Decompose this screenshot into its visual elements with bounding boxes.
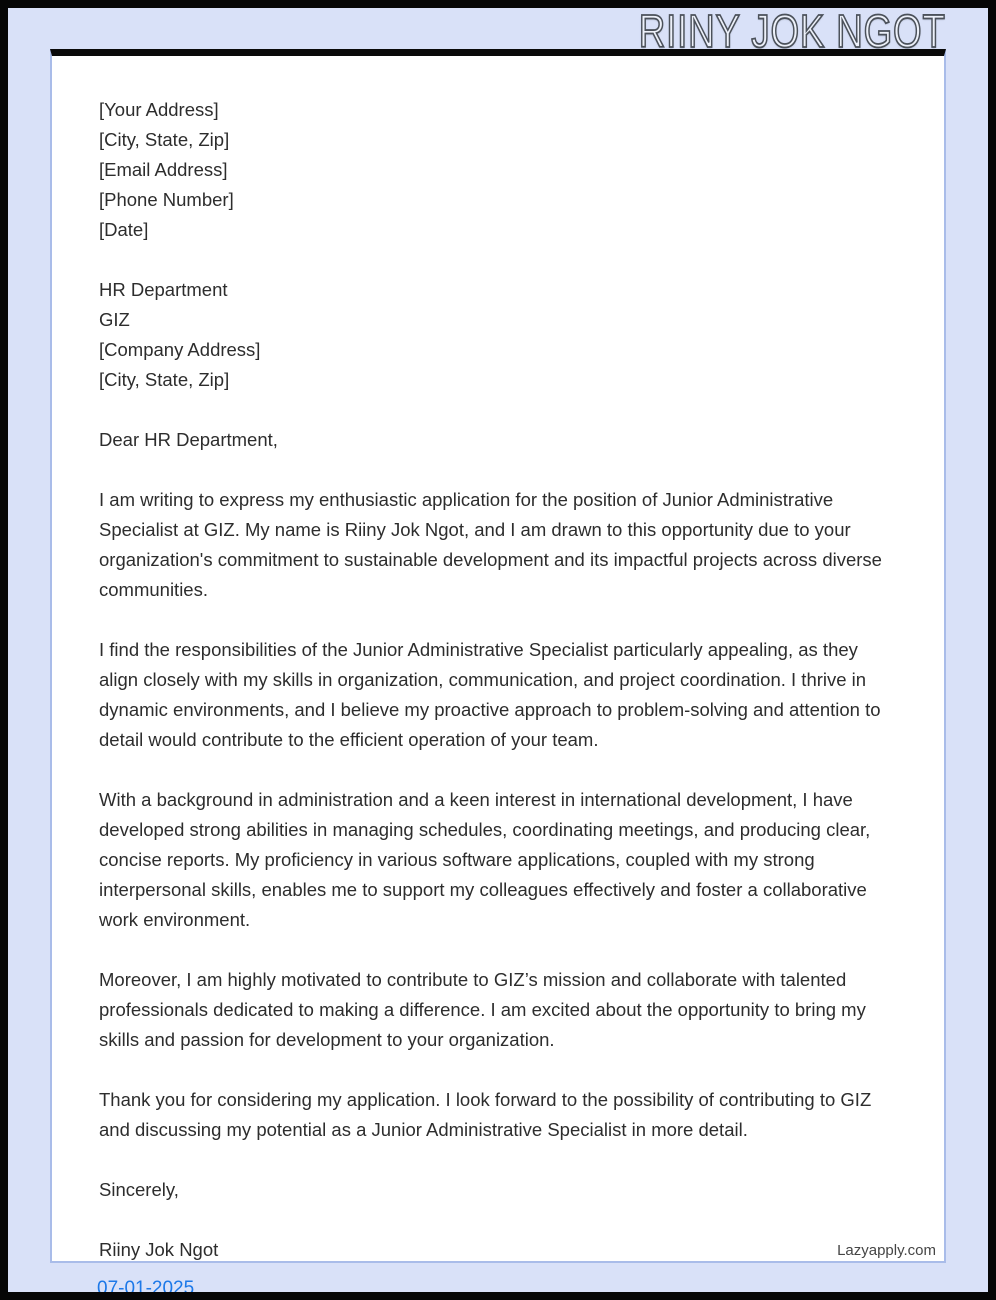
- recipient-address-line: [Company Address]: [99, 339, 261, 360]
- letterhead: [562, 5, 946, 57]
- recipient-address-line: GIZ: [99, 309, 130, 330]
- signature-name: Riiny Jok Ngot: [99, 1239, 219, 1260]
- body-paragraph: Moreover, I am highly motivated to contribute to GIZ’s mission and collaborate with talented professionals dedicated to making a difference. I am excited about the opportunity to bring my skills and passion for development to your organization.: [99, 969, 866, 1050]
- recipient-address-line: HR Department: [99, 279, 228, 300]
- watermark-text: Lazyapply.com: [837, 1242, 936, 1259]
- letter-content: [52, 56, 944, 1263]
- salutation: Dear HR Department,: [99, 429, 278, 450]
- letter-page: [50, 49, 946, 1263]
- sender-address-line: [Email Address]: [99, 159, 228, 180]
- closing: Sincerely,: [99, 1179, 179, 1200]
- date-link[interactable]: 07-01-2025: [97, 1278, 195, 1299]
- body-paragraph: Thank you for considering my application. I look forward to the possibility of contributing to GIZ and discussing my potential as a Junior Administrative Specialist in more detail.: [99, 1089, 872, 1140]
- sender-address-line: [Date]: [99, 219, 149, 240]
- recipient-address-block: [99, 275, 894, 395]
- sender-address-line: [Your Address]: [99, 99, 219, 120]
- sender-address-line: [City, State, Zip]: [99, 129, 230, 150]
- sender-address-block: [99, 95, 894, 245]
- recipient-address-line: [City, State, Zip]: [99, 369, 230, 390]
- body-paragraph: I find the responsibilities of the Junior Administrative Specialist particularly appealing, as they align closely with my skills in organization, communication, and project coordination. I thrive in dynamic environments, and I believe my proactive approach to problem-solving and attention to detail would contribute to the efficient operation of your team.: [99, 639, 881, 750]
- body-paragraph: With a background in administration and a keen interest in international development, I have developed strong abilities in managing schedules, coordinating meetings, and producing clear, concise reports. My proficiency in various software applications, coupled with my strong interpersonal skills, enables me to support my colleagues effectively and foster a collaborative work environment.: [99, 789, 871, 930]
- sender-address-line: [Phone Number]: [99, 189, 234, 210]
- letterhead-name: RIINY JOK NGOT: [638, 5, 946, 57]
- body-paragraph: I am writing to express my enthusiastic application for the position of Junior Administrative Specialist at GIZ. My name is Riiny Jok Ngot, and I am drawn to this opportunity due to your organization's commitment to sustainable development and its impactful projects across diverse communities.: [99, 489, 882, 600]
